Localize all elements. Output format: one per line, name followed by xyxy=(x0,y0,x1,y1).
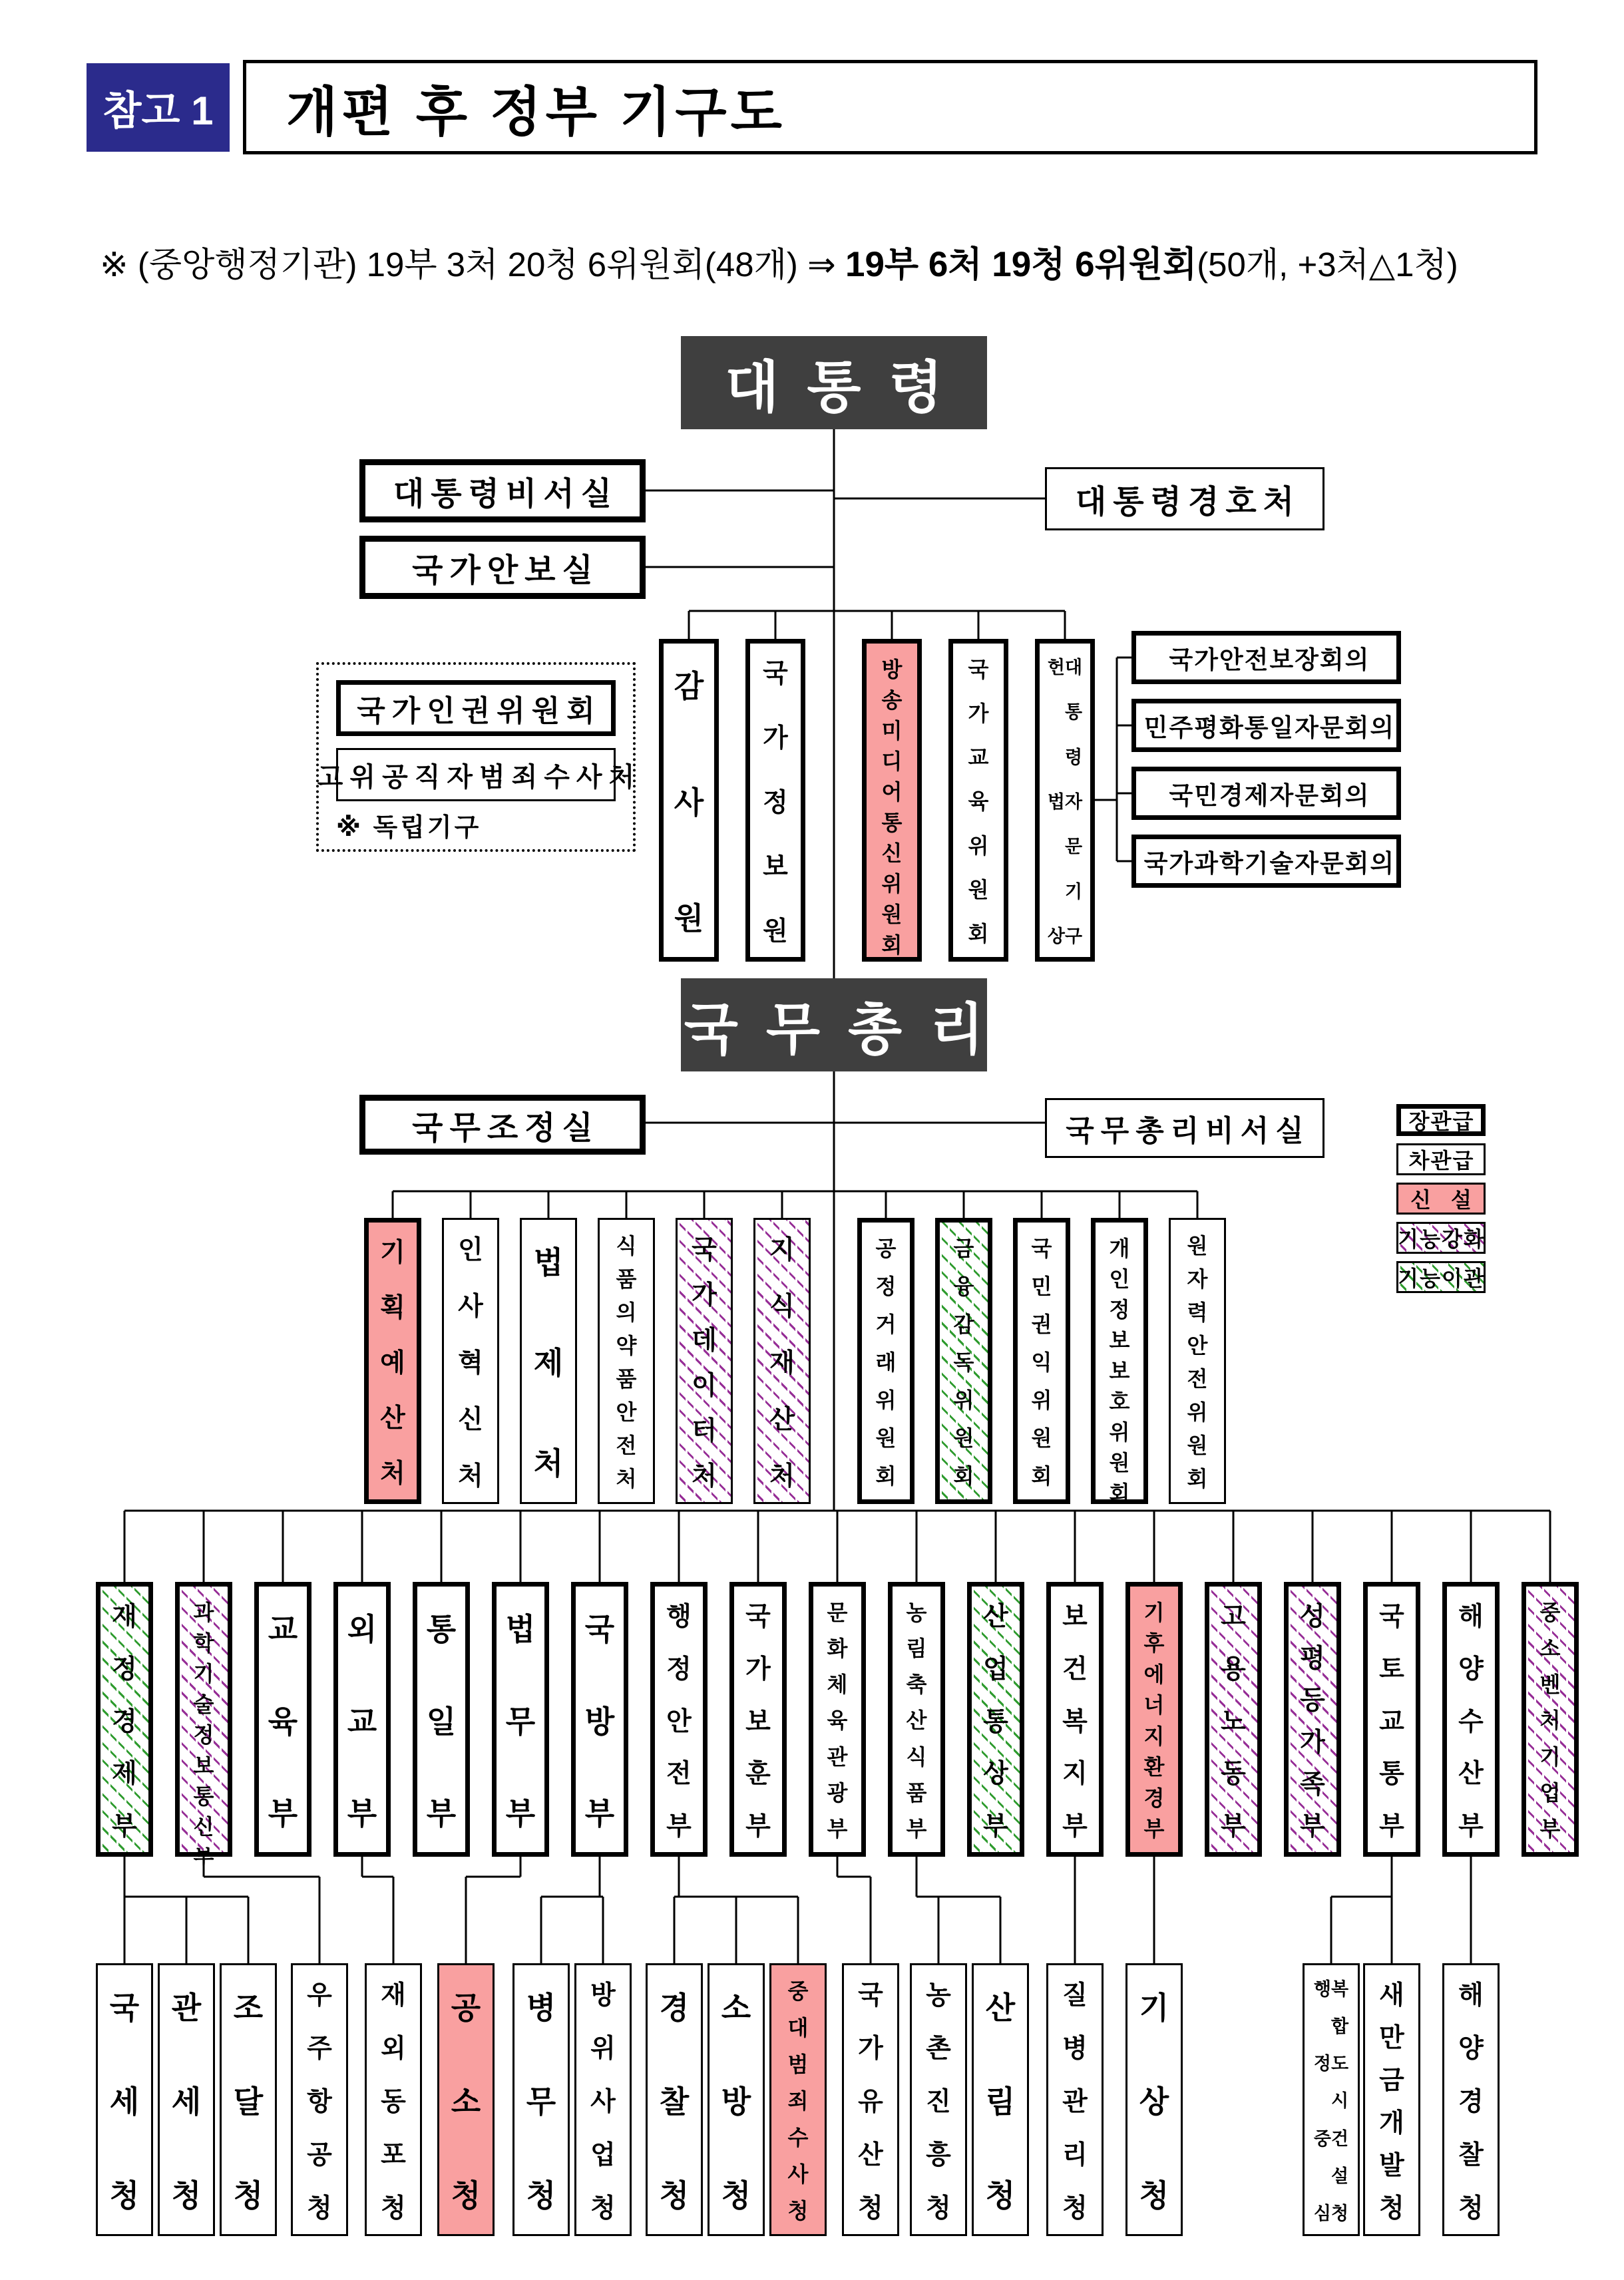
president-agency-box-2: 방 송 미 디 어 통 신 위 원 회 xyxy=(862,639,922,962)
ministry-box-4: 통 일 부 xyxy=(413,1582,470,1857)
ministry-box-14: 고 용 노 동 부 xyxy=(1205,1582,1262,1857)
ministry-box-17: 해 양 수 산 부 xyxy=(1442,1582,1500,1857)
summary-note xyxy=(100,236,1564,287)
ministry-box-12: 보 건 복 지 부 xyxy=(1046,1582,1104,1857)
president-agency-box-1: 국 가 정 보 원 xyxy=(745,639,805,962)
agency-box-11: 국 가 유 산 청 xyxy=(842,1963,899,2236)
agency-box-5: 공 소 청 xyxy=(437,1963,495,2236)
agency-box-13: 산 림 청 xyxy=(972,1963,1029,2236)
human-rights-commission-box xyxy=(336,680,616,736)
president-security-service-label: 대통령경호처 xyxy=(1075,484,1301,520)
page-title: 개편 후 정부 기구도 xyxy=(286,82,786,142)
agency-box-0: 국 세 청 xyxy=(96,1963,153,2236)
independent-note: ※ 독립기구 xyxy=(336,814,482,842)
agency-box-12: 농 촌 진 흥 청 xyxy=(910,1963,967,2236)
legend-item-1: 차관급 xyxy=(1396,1143,1486,1175)
agency-box-18: 해 양 경 찰 청 xyxy=(1442,1963,1500,2236)
legend-item-0: 장관급 xyxy=(1396,1104,1486,1136)
agency-box-3: 우 주 항 공 청 xyxy=(291,1963,348,2236)
prime-minister-box xyxy=(681,978,1012,1071)
page-title-box xyxy=(243,60,1537,154)
ministry-box-11: 산 업 통 상 부 xyxy=(967,1582,1024,1857)
president-secretariat-box xyxy=(359,459,646,522)
president-agency-box-0: 감 사 원 xyxy=(659,639,719,962)
agency-box-6: 병 무 청 xyxy=(512,1963,570,2236)
agency-box-17: 새 만 금 개 발 청 xyxy=(1363,1963,1420,2236)
national-security-office-label: 국가안보실 xyxy=(412,553,600,588)
advisory-council-box-2: 국민경제자문회의 xyxy=(1131,767,1401,820)
ministry-box-2: 교 육 부 xyxy=(254,1582,311,1857)
prime-minister-label: 국무총리 xyxy=(684,998,1012,1061)
ministry-box-1: 과 학 기 술 정 보 통 신 부 xyxy=(175,1582,232,1857)
pm-row-box-2: 법 제 처 xyxy=(520,1218,577,1504)
office-for-government-coordination-label: 국무조정실 xyxy=(412,1110,600,1146)
ministry-box-0: 재 정 경 제 부 xyxy=(96,1582,153,1857)
ministry-box-10: 농 림 축 산 식 품 부 xyxy=(888,1582,945,1857)
ministry-box-6: 국 방 부 xyxy=(571,1582,628,1857)
president-agency-box-3: 국 가 교 육 위 원 회 xyxy=(948,639,1008,962)
ministry-box-7: 행 정 안 전 부 xyxy=(650,1582,708,1857)
legend-item-4: 기능이관 xyxy=(1396,1261,1486,1293)
pm-row-box-1: 인 사 혁 신 처 xyxy=(442,1218,499,1504)
ministry-box-3: 외 교 부 xyxy=(333,1582,391,1857)
ministry-box-8: 국 가 보 훈 부 xyxy=(729,1582,787,1857)
agency-box-4: 재 외 동 포 청 xyxy=(365,1963,422,2236)
cio-label: 고위공직자범죄수사처 xyxy=(317,762,642,792)
pm-row-box-7: 금 융 감 독 위 원 회 xyxy=(935,1218,992,1504)
pm-row-box-5: 지 식 재 산 처 xyxy=(753,1218,811,1504)
pm-row-box-3: 식 품 의 약 품 안 전 처 xyxy=(598,1218,655,1504)
summary-note-suffix: (50개, +3처△1청) xyxy=(1197,246,1458,284)
pm-row-box-10: 원 자 력 안 전 위 원 회 xyxy=(1169,1218,1226,1504)
pm-row-box-9: 개 인 정 보 보 호 위 원 회 xyxy=(1091,1218,1148,1504)
cio-box xyxy=(317,748,642,801)
advisory-council-box-0: 국가안전보장회의 xyxy=(1131,631,1401,684)
pm-row-box-8: 국 민 권 익 위 원 회 xyxy=(1013,1218,1070,1504)
pm-row-box-0: 기 획 예 산 처 xyxy=(364,1218,421,1504)
ministry-box-18: 중 소 벤 처 기 업 부 xyxy=(1522,1582,1579,1857)
pm-secretariat-box xyxy=(1045,1098,1324,1158)
agency-box-8: 경 찰 청 xyxy=(646,1963,703,2236)
agency-box-1: 관 세 청 xyxy=(158,1963,215,2236)
reference-badge xyxy=(87,63,230,152)
pm-row-box-6: 공 정 거 래 위 원 회 xyxy=(857,1218,914,1504)
ministry-box-13: 기 후 에 너 지 환 경 부 xyxy=(1125,1582,1183,1857)
president-secretariat-label: 대통령비서실 xyxy=(393,476,619,512)
summary-note-prefix: ※ (중앙행정기관) 19부 3처 20청 6위원회(48개) ⇒ xyxy=(100,246,845,284)
president-agency-box-4: 헌 법 상 대 통 령 자 문 기 구 xyxy=(1035,639,1095,962)
advisory-council-box-3: 국가과학기술자문회의 xyxy=(1131,835,1401,888)
agency-box-16: 행 정 중 심 복 합 도 시 건 설 청 xyxy=(1303,1963,1360,2236)
ministry-box-15: 성 평 등 가 족 부 xyxy=(1284,1582,1341,1857)
agency-box-7: 방 위 사 업 청 xyxy=(574,1963,632,2236)
national-security-office-box xyxy=(359,536,646,599)
pm-secretariat-label: 국무총리비서실 xyxy=(1066,1115,1311,1147)
legend-item-3: 기능강화 xyxy=(1396,1222,1486,1254)
agency-box-9: 소 방 청 xyxy=(708,1963,765,2236)
office-for-government-coordination-box xyxy=(359,1095,646,1155)
pm-row-box-4: 국 가 데 이 터 처 xyxy=(676,1218,733,1504)
president-security-service-box xyxy=(1045,467,1324,530)
human-rights-commission-label: 국가인권위원회 xyxy=(357,695,602,727)
reference-label: 참고 1 xyxy=(102,88,214,133)
ministry-box-5: 법 무 부 xyxy=(492,1582,549,1857)
agency-box-14: 질 병 관 리 청 xyxy=(1046,1963,1104,2236)
agency-box-10: 중 대 범 죄 수 사 청 xyxy=(769,1963,827,2236)
president-box xyxy=(681,336,987,429)
advisory-council-box-1: 민주평화통일자문회의 xyxy=(1131,699,1401,752)
ministry-box-9: 문 화 체 육 관 광 부 xyxy=(809,1582,866,1857)
summary-note-bold: 19부 6처 19청 6위원회 xyxy=(845,245,1197,284)
legend-item-2: 신설 xyxy=(1396,1183,1486,1215)
agency-box-15: 기 상 청 xyxy=(1125,1963,1183,2236)
ministry-box-16: 국 토 교 통 부 xyxy=(1363,1582,1420,1857)
president-label: 대통령 xyxy=(725,355,971,419)
agency-box-2: 조 달 청 xyxy=(220,1963,277,2236)
